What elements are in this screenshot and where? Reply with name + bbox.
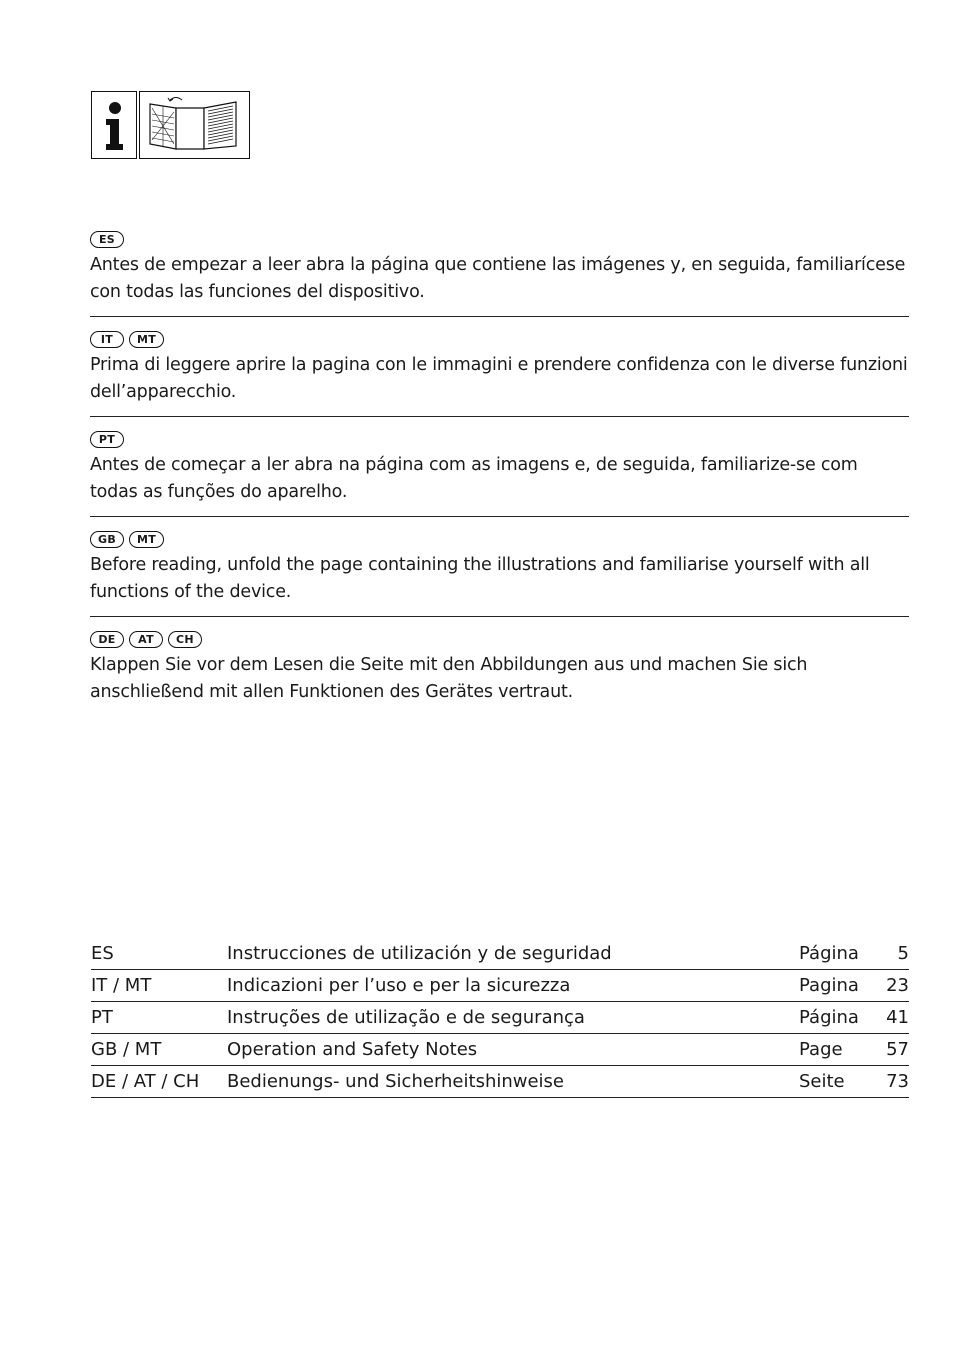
language-note-pt <box>90 426 909 517</box>
toc-page-number: 57 <box>869 1034 909 1066</box>
toc-page-word: Seite <box>799 1066 869 1098</box>
toc-title: Operation and Safety Notes <box>227 1034 799 1066</box>
toc-page-number: 73 <box>869 1066 909 1098</box>
toc-row[interactable] <box>91 938 909 970</box>
toc-language: DE / AT / CH <box>91 1066 227 1098</box>
toc-page-word: Página <box>799 1002 869 1034</box>
language-note-de-at-ch <box>90 626 909 716</box>
language-badge-it: IT <box>90 331 124 348</box>
language-badges <box>90 328 909 350</box>
toc-page-number: 23 <box>869 970 909 1002</box>
toc-page-number: 5 <box>869 938 909 970</box>
language-note-es <box>90 226 909 317</box>
language-badges <box>90 428 909 450</box>
toc-page-word: Page <box>799 1034 869 1066</box>
note-text: Klappen Sie vor dem Lesen die Seite mit den Abbildungen aus und machen Sie sich anschließend mit allen Funktionen des Gerätes vertraut. <box>90 655 808 702</box>
toc-row[interactable] <box>91 970 909 1002</box>
toc-title: Instrucciones de utilización y de seguridad <box>227 938 799 970</box>
language-note-gb-mt <box>90 526 909 617</box>
language-badge-at: AT <box>129 631 163 648</box>
unfold-page-icon <box>139 91 250 159</box>
language-notes <box>90 226 909 725</box>
toc-language: PT <box>91 1002 227 1034</box>
note-text: Antes de empezar a leer abra la página que contiene las imágenes y, en seguida, familiarícese con todas las funciones del dispositivo. <box>90 255 906 302</box>
note-text: Prima di leggere aprire la pagina con le immagini e prendere confidenza con le diverse funzioni dell’apparecchio. <box>90 355 908 402</box>
header-icons <box>91 91 250 159</box>
toc-page-number: 41 <box>869 1002 909 1034</box>
language-badge-ch: CH <box>168 631 202 648</box>
language-badge-gb: GB <box>90 531 124 548</box>
language-badges <box>90 528 909 550</box>
toc-row[interactable] <box>91 1066 909 1098</box>
toc-row[interactable] <box>91 1034 909 1066</box>
language-badge-mt: MT <box>129 331 164 348</box>
language-badges <box>90 628 909 650</box>
toc-page-word: Pagina <box>799 970 869 1002</box>
toc-language: GB / MT <box>91 1034 227 1066</box>
language-badge-pt: PT <box>90 431 124 448</box>
note-text: Antes de começar a ler abra na página com as imagens e, de seguida, familiarize-se com todas as funções do aparelho. <box>90 455 858 502</box>
info-icon <box>91 91 137 159</box>
note-text: Before reading, unfold the page containing the illustrations and familiarise yourself with all functions of the device. <box>90 555 870 602</box>
toc-title: Instruções de utilização e de segurança <box>227 1002 799 1034</box>
language-badges <box>90 228 909 250</box>
language-badge-es: ES <box>90 231 124 248</box>
toc-language: IT / MT <box>91 970 227 1002</box>
table-of-contents <box>91 938 909 1098</box>
toc-row[interactable] <box>91 1002 909 1034</box>
toc-language: ES <box>91 938 227 970</box>
language-note-it-mt <box>90 326 909 417</box>
language-badge-mt: MT <box>129 531 164 548</box>
toc-title: Indicazioni per l’uso e per la sicurezza <box>227 970 799 1002</box>
toc-title: Bedienungs- und Sicherheitshinweise <box>227 1066 799 1098</box>
language-badge-de: DE <box>90 631 124 648</box>
toc-page-word: Página <box>799 938 869 970</box>
